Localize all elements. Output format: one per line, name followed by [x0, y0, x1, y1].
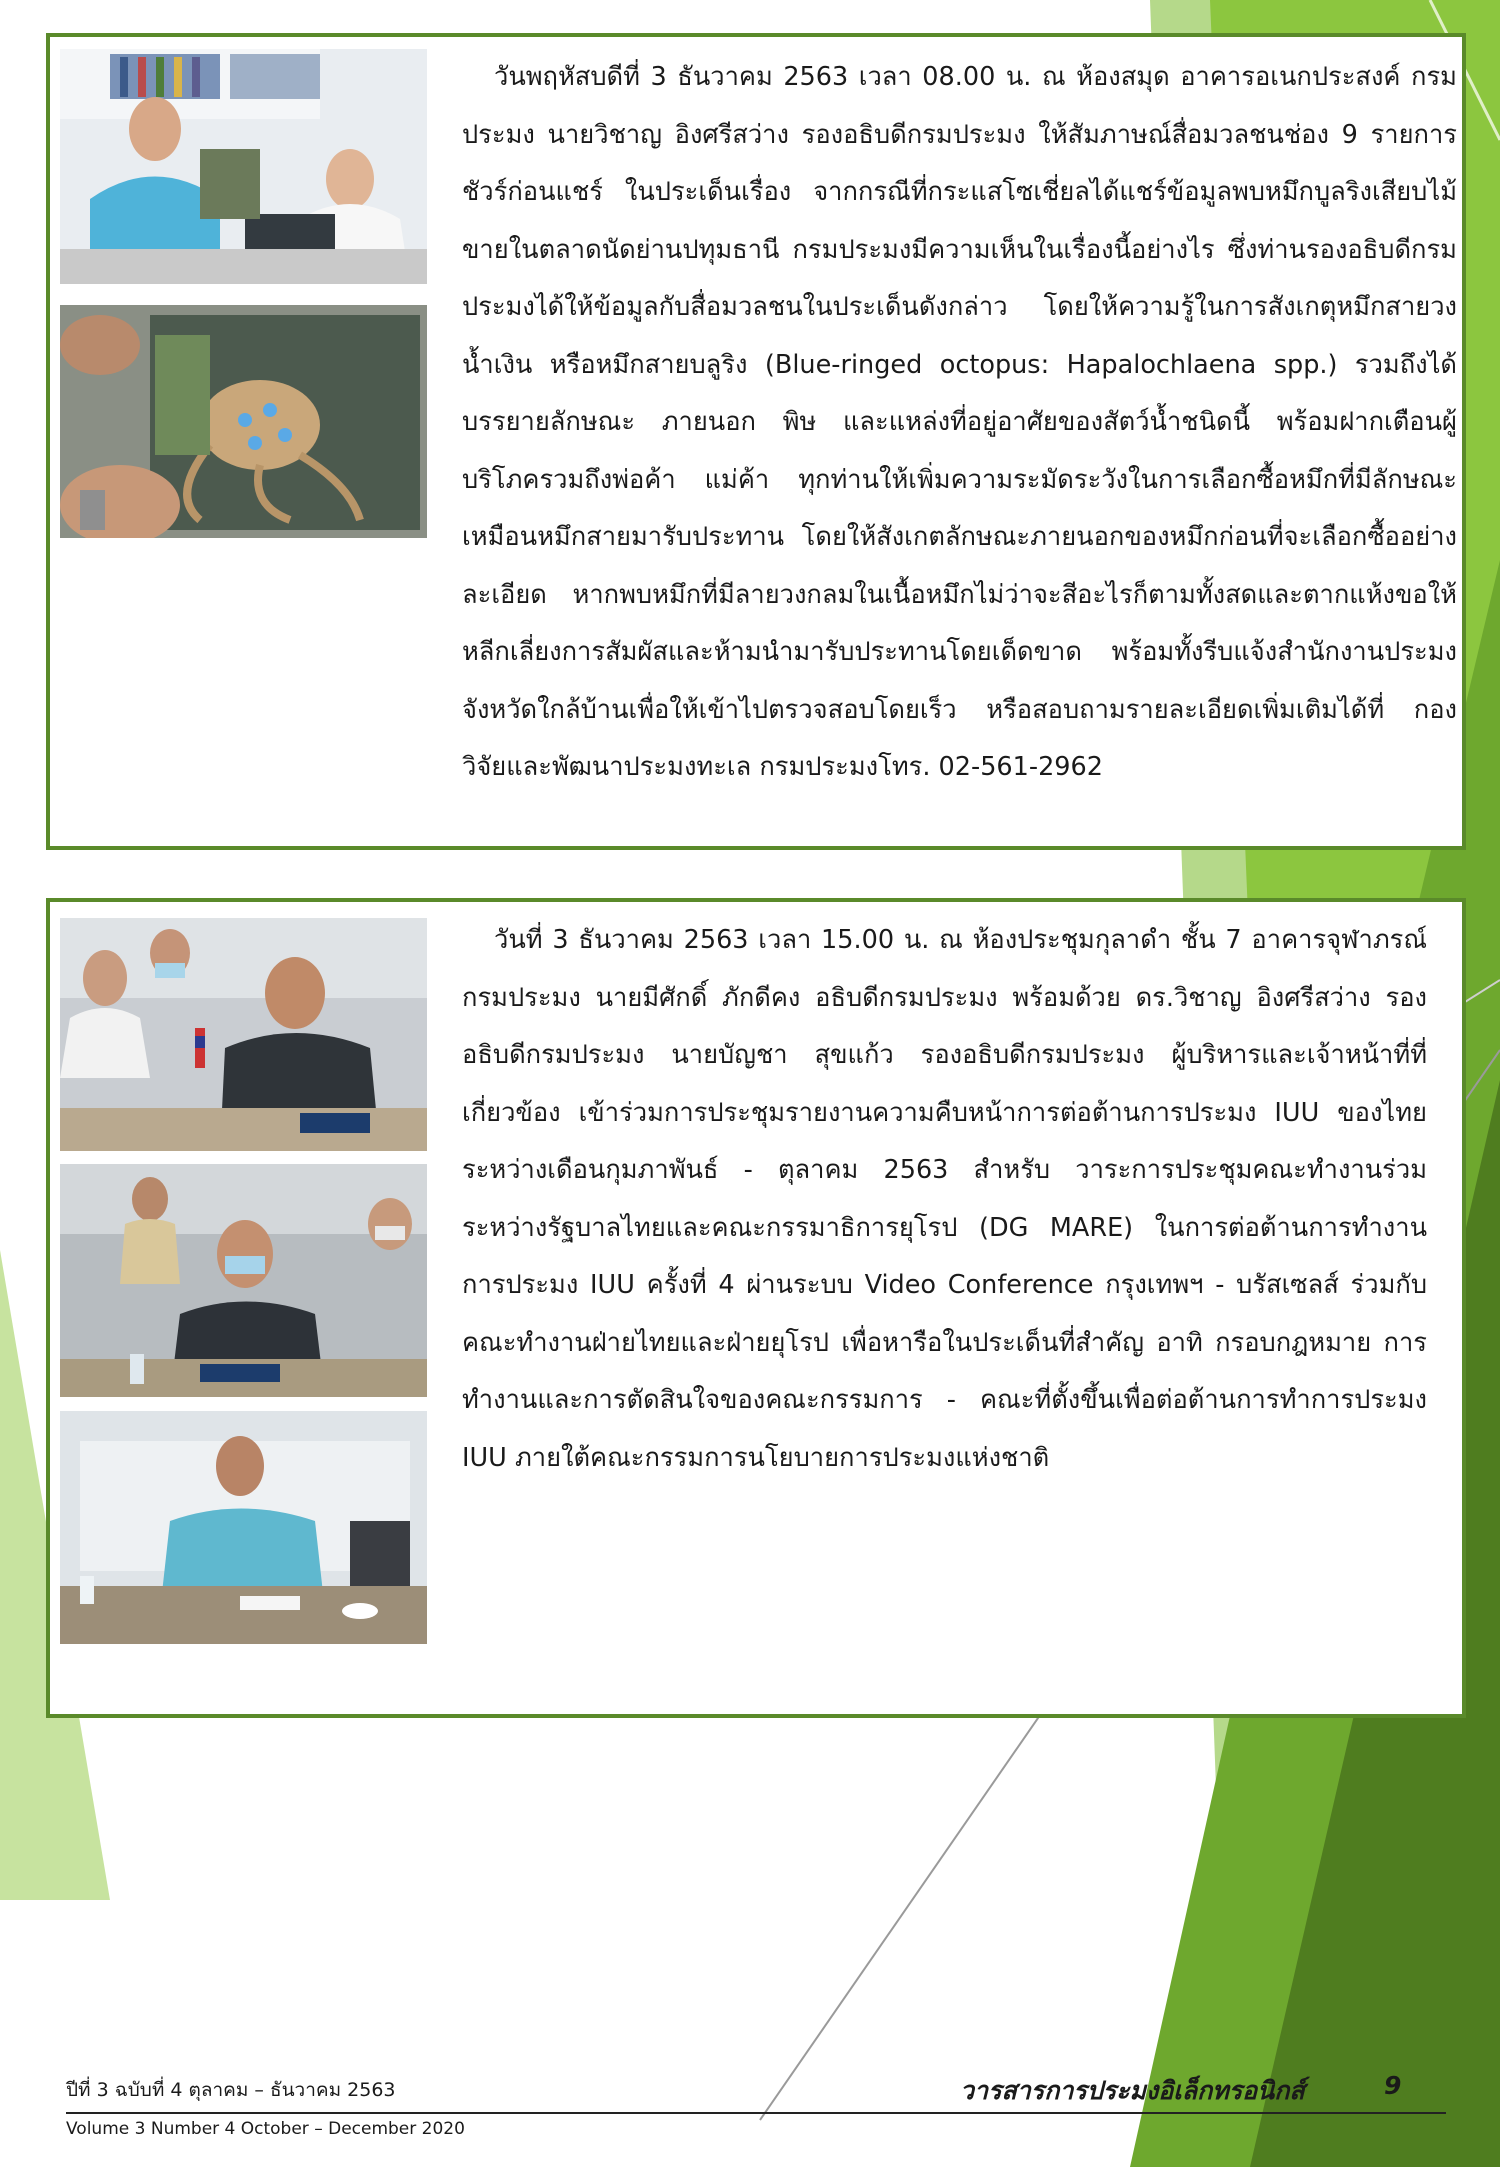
octopus-photo: [60, 305, 427, 538]
journal-title: วารสารการประมงอิเล็กทรอนิกส์: [960, 2076, 1305, 2105]
meeting-photo-2: [60, 1164, 427, 1397]
interview-photo: [60, 49, 427, 284]
issue-info-english: Volume 3 Number 4 October – December 2020: [66, 2119, 465, 2139]
article-2-box: [46, 898, 1466, 1718]
article-1-body: วันพฤหัสบดีที่ 3 ธันวาคม 2563 เวลา 08.00 น. ณ ห้องสมุด อาคารอเนกประสงค์ กรมประมง นายวิชาญ อิงศรีสว่าง รองอธิบดีกรมประมง ให้สัมภาษณ์สื่อมวลชนช่อง 9 รายการชัวร์ก่อนแชร์ ในประเด็นเรื่อง จากกรณีที่กระแสโซเชี่ยลได้แชร์ข้อมูลพบหมึกบูลริงเสียบไม้ขายในตลาดนัดย่านปทุมธานี กรมประมงมีความเห็นในเรื่องนี้อย่างไร ซึ่งท่านรองอธิบดีกรมประมงได้ให้ข้อมูลกับสื่อมวลชนในประเด็นดังกล่าว โดยให้ความรู้ในการสังเกตุหมึกสายวงน้ำเงิน หรือหมึกสายบลูริง (Blue-ringed octopus: Hapalochlaena spp.) รวมถึงได้บรรยายลักษณะ ภายนอก พิษ และแหล่งที่อยู่อาศัยของสัตว์น้ำชนิดนี้ พร้อมฝากเตือนผู้บริโภครวมถึงพ่อค้า แม่ค้า ทุกท่านให้เพิ่มความระมัดระวังในการเลือกซื้อหมึกที่มีลักษณะเหมือนหมึกสายมารับประทาน โดยให้สังเกตลักษณะภายนอกของหมึกก่อนที่จะเลือกซื้ออย่างละเอียด หากพบหมึกที่มีลายวงกลมในเนื้อหมึกไม่ว่าจะสีอะไรก็ตามทั้งสดและตากแห้งขอให้หลีกเลี่ยงการสัมผัสและห้ามนำมารับประทานโดยเด็ดขาด พร้อมทั้งรีบแจ้งสำนักงานประมงจังหวัดใกล้บ้านเพื่อให้เข้าไปตรวจสอบโดยเร็ว หรือสอบถามรายละเอียดเพิ่มเติมได้ที่ กองวิจัยและพัฒนาประมงทะเล กรมประมงโทร. 02-561-2962: [462, 62, 1457, 782]
article-2-body: วันที่ 3 ธันวาคม 2563 เวลา 15.00 น. ณ ห้องประชุมกุลาดำ ชั้น 7 อาคารจุฬาภรณ์ กรมประมง นายมีศักดิ์ ภักดีคง อธิบดีกรมประมง พร้อมด้วย ดร.วิชาญ อิงศรีสว่าง รองอธิบดีกรมประมง นายบัญชา สุขแก้ว รองอธิบดีกรมประมง ผู้บริหารและเจ้าหน้าที่ที่เกี่ยวข้อง เข้าร่วมการประชุมรายงานความคืบหน้าการต่อต้านการประมง IUU ของไทย ระหว่างเดือนกุมภาพันธ์ - ตุลาคม 2563 สำหรับ วาระการประชุมคณะทำงานร่วมระหว่างรัฐบาลไทยและคณะกรรมาธิการยุโรป (DG MARE) ในการต่อต้านการทำงานการประมง IUU ครั้งที่ 4 ผ่านระบบ Video Conference กรุงเทพฯ - บรัสเซลส์ ร่วมกับคณะทำงานฝ่ายไทยและฝ่ายยุโรป เพื่อหารือในประเด็นที่สำคัญ อาทิ กรอบกฎหมาย การทำงานและการตัดสินใจของคณะกรรมการ - คณะที่ตั้งขึ้นเพื่อต่อต้านการทำการประมง IUU ภายใต้คณะกรรมการนโยบายการประมงแห่งชาติ: [462, 925, 1427, 1473]
meeting-photo-1: [60, 918, 427, 1151]
issue-info-thai: ปีที่ 3 ฉบับที่ 4 ตุลาคม – ธันวาคม 2563: [66, 2079, 396, 2101]
page-number: 9: [1384, 2071, 1402, 2100]
footer-divider: [66, 2112, 1446, 2114]
article-1-box: [46, 33, 1466, 850]
meeting-photo-3: [60, 1411, 427, 1644]
